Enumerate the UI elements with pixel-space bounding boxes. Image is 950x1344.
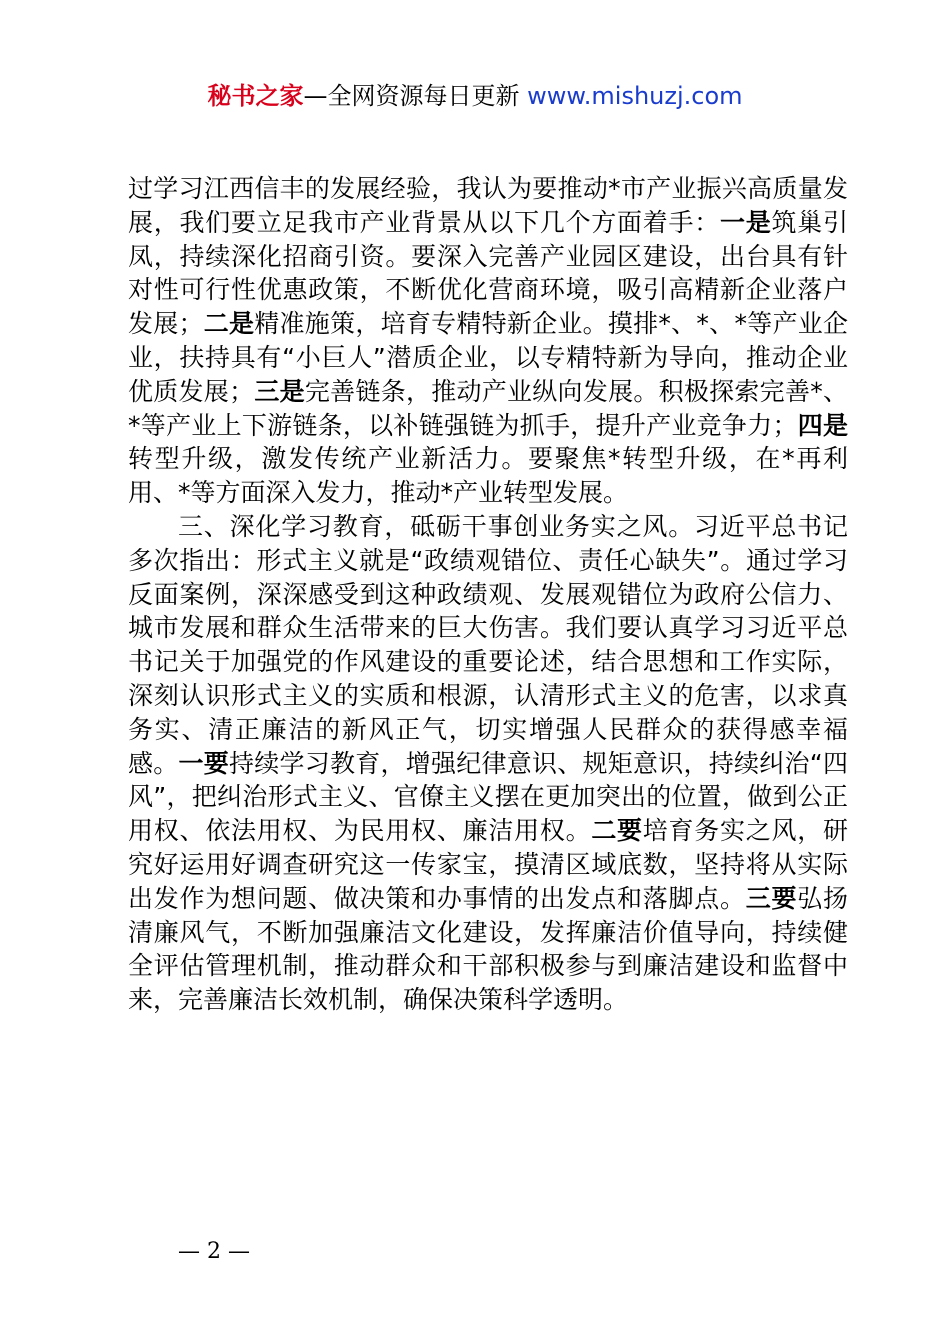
text-run: 过学习江西信丰的发展经验，我认为要推动*市产业振兴高质量发展，我们要立足我市产业背景从以下几个方面着手： <box>128 174 848 237</box>
header-slogan: —全网资源每日更新 <box>303 82 520 110</box>
site-header <box>0 80 950 112</box>
bold-marker: 一要 <box>178 748 230 778</box>
text-run: 弘扬清廉风气，不断加强廉洁文化建设，发挥廉洁价值导向，持续健全评估管理机制，推动群众和干部积极参与到廉洁建设和监督中来，完善廉洁长效机制，确保决策科学透明。 <box>128 883 848 1015</box>
bold-marker: 三要 <box>745 883 798 913</box>
paragraph-section-three <box>128 510 848 1017</box>
bold-marker: 一是 <box>720 207 772 237</box>
text-run: 精准施策，培育专精特新企业。摸排*、*、*等产业企业，扶持具有“小巨人”潜质企业，以专精特新为导向，推动企业优质发展； <box>128 309 848 406</box>
paragraph-industry-development <box>128 172 848 510</box>
text-run: 三、深化学习教育，砥砺干事创业务实之风。习近平总书记多次指出：形式主义就是“政绩观错位、责任心缺失”。通过学习反面案例，深深感受到这种政绩观、发展观错位为政府公信力、城市发展和群众生活带来的巨大伤害。我们要认真学习习近平总书记关于加强党的作风建设的重要论述，结合思想和工作实际，深刻认识形式主义的实质和根源，认清形式主义的危害，以求真务实、清正廉洁的新风正气，切实增强人民群众的获得感幸福感。 <box>128 511 848 778</box>
text-run: 培育务实之风，研究好运用好调查研究这一传家宝，摸清区域底数，坚持将从实际出发作为想问题、做决策和办事情的出发点和落脚点。 <box>128 816 848 913</box>
header-brand: 秘书之家 <box>207 82 304 110</box>
header-url-link[interactable]: www.mishuzj.com <box>527 82 743 110</box>
document-body <box>128 172 848 1017</box>
bold-marker: 四是 <box>797 410 848 440</box>
page-number: — 2 — <box>178 1239 250 1264</box>
bold-marker: 三是 <box>254 376 305 406</box>
text-run: 完善链条，推动产业纵向发展。积极探索完善*、*等产业上下游链条，以补链强链为抓手，提升产业竞争力； <box>128 376 848 440</box>
text-run: 筑巢引凤，持续深化招商引资。要深入完善产业园区建设，出台具有针对性可行性优惠政策，不断优化营商环境，吸引高精新企业落户发展； <box>128 207 848 339</box>
text-run: 持续学习教育，增强纪律意识、规矩意识，持续纠治“四风”，把纠治形式主义、官僚主义摆在更加突出的位置，做到公正用权、依法用权、为民用权、廉洁用权。 <box>128 748 848 846</box>
bold-marker: 二要 <box>591 816 643 846</box>
bold-marker: 二是 <box>203 309 255 339</box>
text-run: 转型升级，激发传统产业新活力。要聚焦*转型升级，在*再利用、*等方面深入发力，推动*产业转型发展。 <box>128 444 848 508</box>
